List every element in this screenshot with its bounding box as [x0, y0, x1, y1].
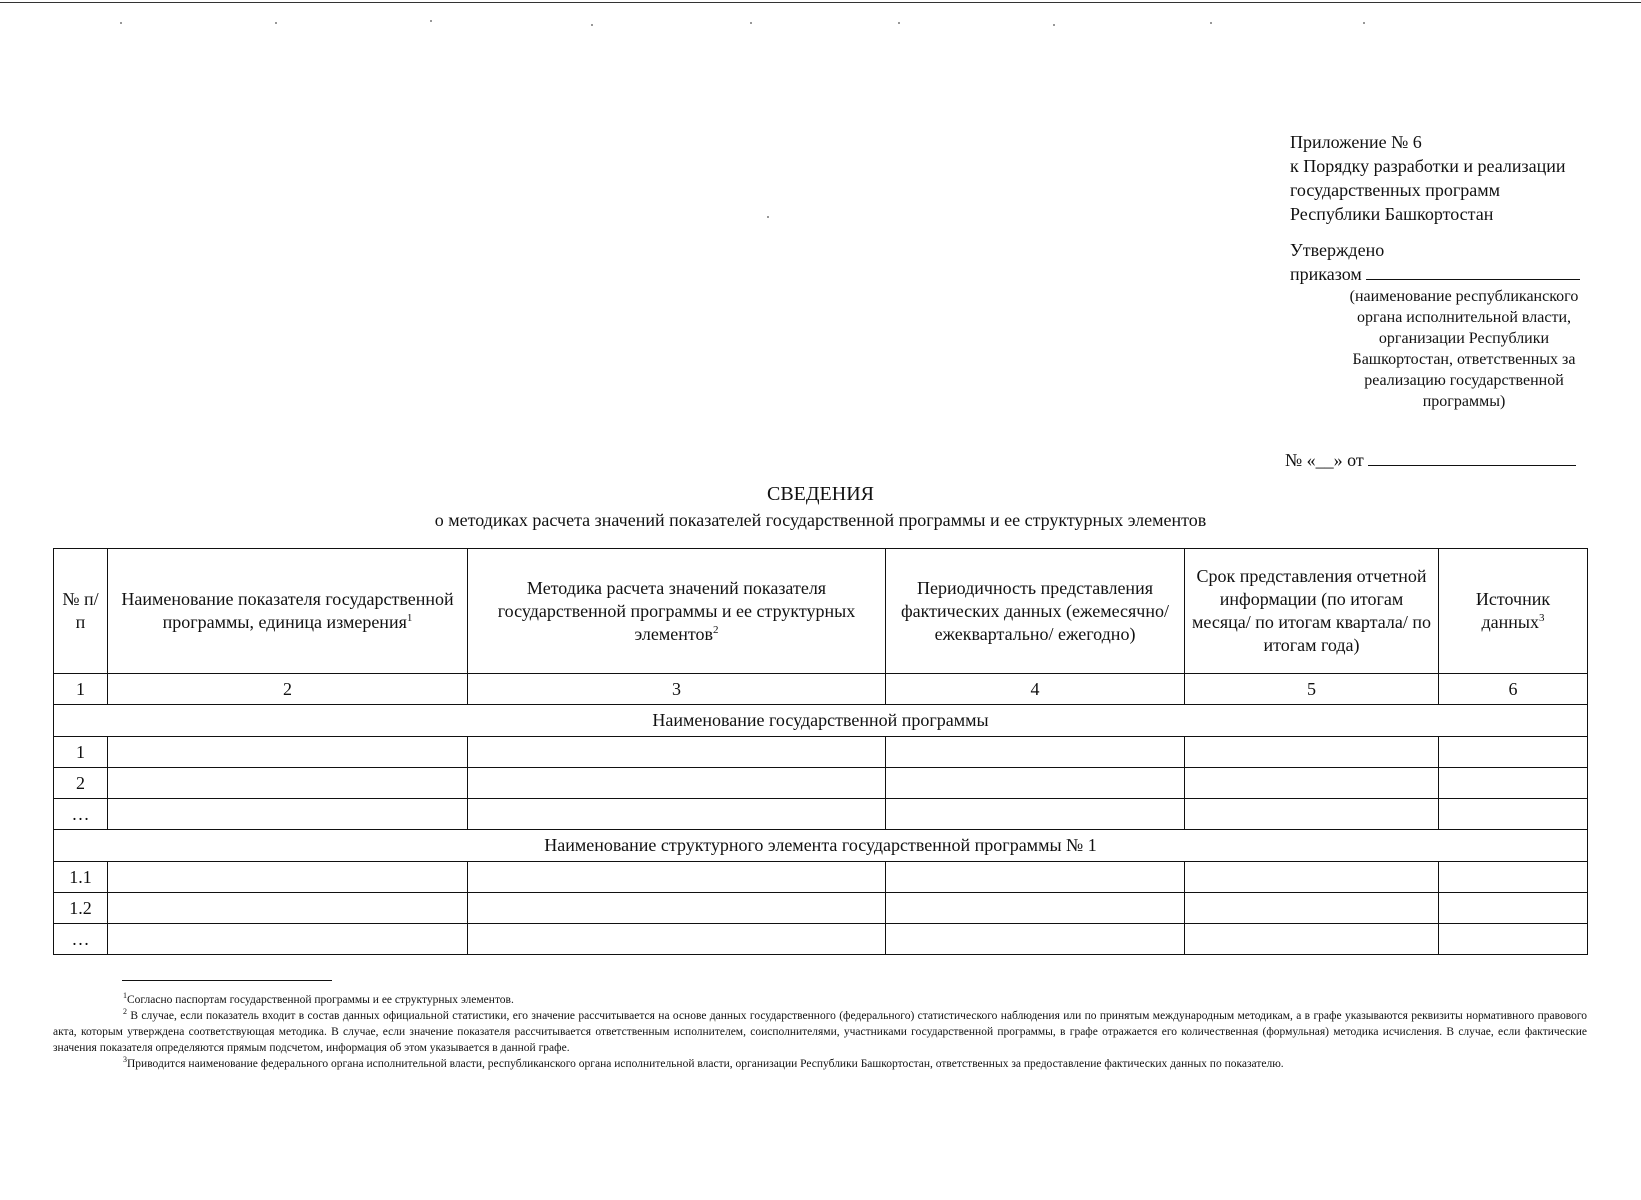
table-row: [54, 768, 1588, 799]
table-cell[interactable]: [108, 799, 468, 830]
row-number: 1: [54, 737, 108, 768]
scan-speck: [1210, 22, 1212, 24]
scan-speck: [1053, 24, 1055, 26]
methods-table: [53, 548, 1588, 955]
footnote-3: $^3$Приводится наименование федерального органа исполнительной власти, республиканского органа исполнительной власти, организации Республики Башкортостан, ответственных за предоставление фактических данных по показателю.: [123, 1055, 1284, 1070]
table-cell[interactable]: [108, 737, 468, 768]
scan-top-border: [0, 2, 1641, 3]
section-row: [54, 705, 1588, 737]
table-cell[interactable]: [1185, 893, 1439, 924]
table-cell[interactable]: [1185, 924, 1439, 955]
document-subtitle: о методиках расчета значений показателей государственной программы и ее структурных элементов: [434, 510, 1207, 530]
table-cell[interactable]: [468, 737, 886, 768]
header-cell: Источник данных$^3$: [1439, 549, 1588, 674]
table-cell[interactable]: [108, 893, 468, 924]
table-cell[interactable]: [108, 862, 468, 893]
header-cell: Методика расчета значений показателя государственной программы и ее структурных элементов$^2$: [468, 549, 886, 674]
table-cell[interactable]: [1439, 924, 1588, 955]
document-title: СВЕДЕНИЯ: [767, 483, 874, 505]
table-cell[interactable]: [886, 862, 1185, 893]
footnote-1: $^1$Согласно паспортам государственной программы и ее структурных элементов.: [123, 991, 514, 1006]
scan-speck: [275, 22, 277, 24]
scan-speck: [1363, 22, 1365, 24]
table-cell[interactable]: [468, 924, 886, 955]
footnote-separator: [122, 980, 332, 981]
table-cell[interactable]: [468, 893, 886, 924]
column-number: 4: [886, 674, 1185, 705]
table-cell[interactable]: [886, 768, 1185, 799]
column-number: 6: [1439, 674, 1588, 705]
section-title: Наименование структурного элемента государственной программы № 1: [54, 830, 1588, 862]
column-number: 5: [1185, 674, 1439, 705]
scan-speck: [767, 216, 769, 218]
scan-speck: [898, 22, 900, 24]
order-date-blank: [1368, 449, 1576, 466]
column-number: 3: [468, 674, 886, 705]
appendix-reference: к Порядку разработки и реализации: [1290, 156, 1566, 176]
table-cell[interactable]: [886, 737, 1185, 768]
table-cell[interactable]: [108, 924, 468, 955]
table-cell[interactable]: [1439, 799, 1588, 830]
row-number: 1.2: [54, 893, 108, 924]
table-cell[interactable]: [886, 799, 1185, 830]
row-number: …: [54, 799, 108, 830]
table-cell[interactable]: [1439, 768, 1588, 799]
header-cell: Срок представления отчетной информации (по итогам месяца/ по итогам квартала/ по итогам года): [1185, 549, 1439, 674]
table-row: [54, 893, 1588, 924]
table-row: [54, 737, 1588, 768]
table-cell[interactable]: [1185, 799, 1439, 830]
row-number: 1.1: [54, 862, 108, 893]
approval-block: [1290, 238, 1580, 286]
header-cell: Наименование показателя государственной программы, единица измерения$^1$: [108, 549, 468, 674]
column-number-row: [54, 674, 1588, 705]
header-cell: № п/п: [54, 549, 108, 674]
org-name-note: (наименование республиканского органа исполнительной власти, организации Республики Башкортостан, ответственных за реализацию государственной программы): [1349, 288, 1579, 410]
appendix-reference-cont: государственных программ: [1290, 180, 1501, 200]
order-label: приказом: [1290, 264, 1362, 284]
row-number: …: [54, 924, 108, 955]
scan-speck: [120, 22, 122, 24]
column-number: 1: [54, 674, 108, 705]
table-cell[interactable]: [468, 862, 886, 893]
table-cell[interactable]: [886, 924, 1185, 955]
order-number-line: [1285, 448, 1576, 472]
table-cell[interactable]: [1439, 862, 1588, 893]
approved-label: Утверждено: [1290, 240, 1385, 260]
table-cell[interactable]: [108, 768, 468, 799]
order-line: [1290, 262, 1580, 286]
table-cell[interactable]: [1185, 862, 1439, 893]
table-row: [54, 799, 1588, 830]
header-cell: Периодичность представления фактических данных (ежемесячно/ежеквартально/ ежегодно): [886, 549, 1185, 674]
section-row: [54, 830, 1588, 862]
appendix-block: [1290, 130, 1566, 226]
scan-speck: [430, 20, 432, 22]
column-number: 2: [108, 674, 468, 705]
order-number-label: № «__» от: [1285, 450, 1364, 470]
appendix-region: Республики Башкортостан: [1290, 204, 1494, 224]
table-cell[interactable]: [1185, 737, 1439, 768]
row-number: 2: [54, 768, 108, 799]
table-cell[interactable]: [886, 893, 1185, 924]
order-blank: [1366, 263, 1580, 280]
table-cell[interactable]: [1185, 768, 1439, 799]
table-cell[interactable]: [1439, 893, 1588, 924]
footnote-2: $^2$ В случае, если показатель входит в состав данных официальной статистики, его значение рассчитывается на основе данных государственного (федерального) статистического наблюдения или по принятым международным методикам, а в графе указываются реквизиты нормативного правового акта, которым утверждена соответствующая методика. В случае, если значение показателя рассчитывается ответственным исполнителем, соисполнителями, участниками государственной программы, в графе отражается его количественная (формульная) методика исчисления. В случае, если фактические значения показателя определяются прямым подсчетом, информация об этом указывается в данной графе.: [53, 1007, 1587, 1054]
scan-speck: [591, 24, 593, 26]
header-row: [54, 549, 1588, 674]
table-cell[interactable]: [468, 799, 886, 830]
table-cell[interactable]: [1439, 737, 1588, 768]
footnotes: [53, 992, 1587, 1072]
scan-speck: [750, 22, 752, 24]
table-row: [54, 924, 1588, 955]
table-row: [54, 862, 1588, 893]
appendix-number: Приложение № 6: [1290, 132, 1422, 152]
table-cell[interactable]: [468, 768, 886, 799]
section-title: Наименование государственной программы: [54, 705, 1588, 737]
